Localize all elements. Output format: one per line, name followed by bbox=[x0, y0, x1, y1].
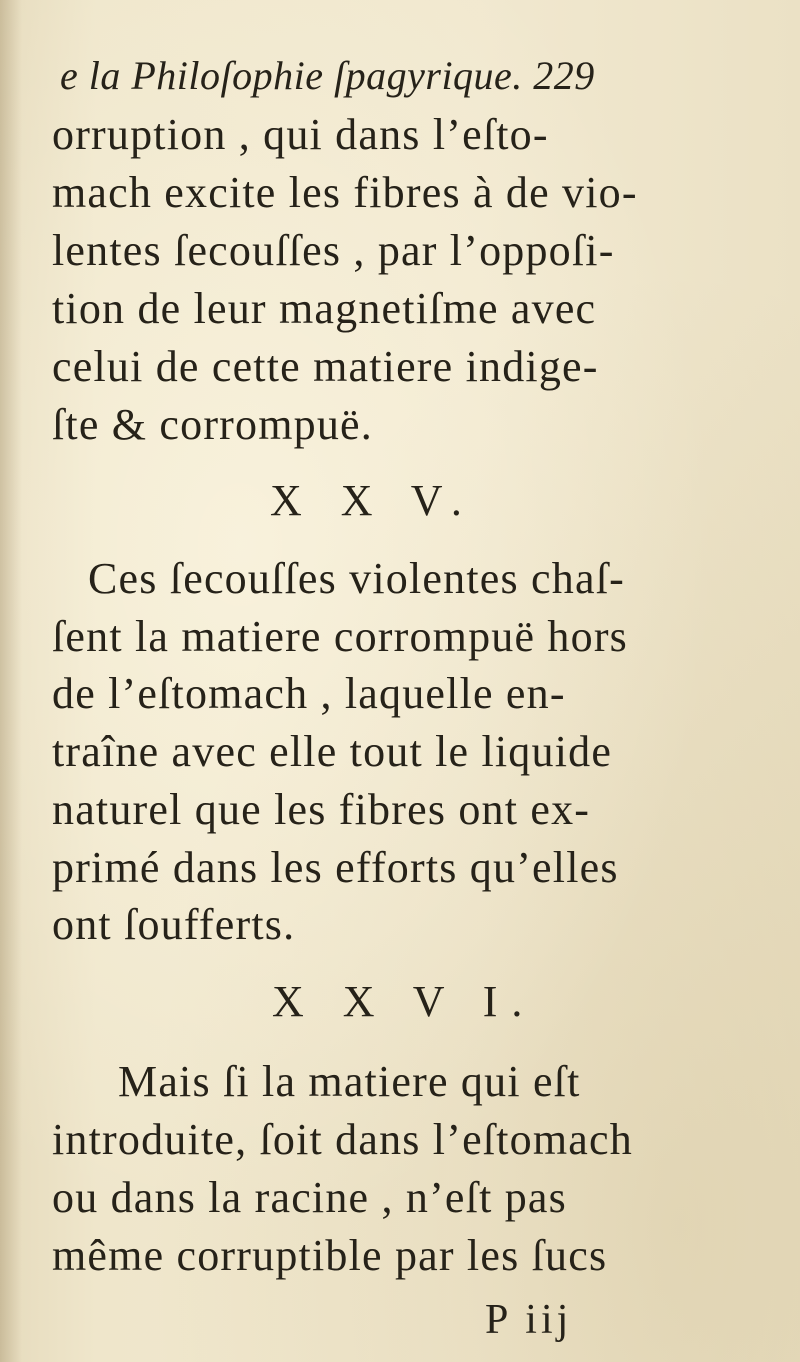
text-line: primé dans les efforts qu’elles bbox=[52, 843, 619, 892]
text-line: Mais ſi la matiere qui eſt bbox=[118, 1057, 581, 1106]
text-line: ou dans la racine , n’eſt pas bbox=[52, 1173, 567, 1222]
text-line: introduite, ſoit dans l’eſtomach bbox=[52, 1115, 633, 1164]
text-line: Ces ſecouſſes violentes chaſ- bbox=[88, 554, 625, 603]
text-line: ont ſoufferts. bbox=[52, 900, 296, 949]
section-heading-xxvi: X X V I. bbox=[272, 977, 537, 1026]
text-line: naturel que les fibres ont ex- bbox=[52, 785, 591, 834]
text-line: ſte & corrompuë. bbox=[52, 400, 373, 449]
text-line: ſent la matiere corrompuë hors bbox=[52, 612, 629, 661]
text-line: lentes ſecouſſes , par l’oppoſi- bbox=[52, 226, 615, 275]
signature-mark: P iij bbox=[485, 1297, 573, 1343]
section-heading-xxv: X X V. bbox=[270, 476, 476, 525]
text-line: orruption , qui dans l’eſto- bbox=[52, 110, 549, 159]
gutter-shadow bbox=[0, 0, 22, 1362]
text-line: de l’eſtomach , laquelle en- bbox=[52, 669, 566, 718]
text-line: même corruptible par les ſucs bbox=[52, 1231, 608, 1280]
text-line: mach excite les fibres à de vio- bbox=[52, 168, 638, 217]
running-head: e la Philoſophie ſpagyrique. 229 bbox=[60, 53, 595, 98]
text-line: traîne avec elle tout le liquide bbox=[52, 727, 613, 776]
text-line: celui de cette matiere indige- bbox=[52, 342, 599, 391]
text-line: tion de leur magnetiſme avec bbox=[52, 284, 597, 333]
